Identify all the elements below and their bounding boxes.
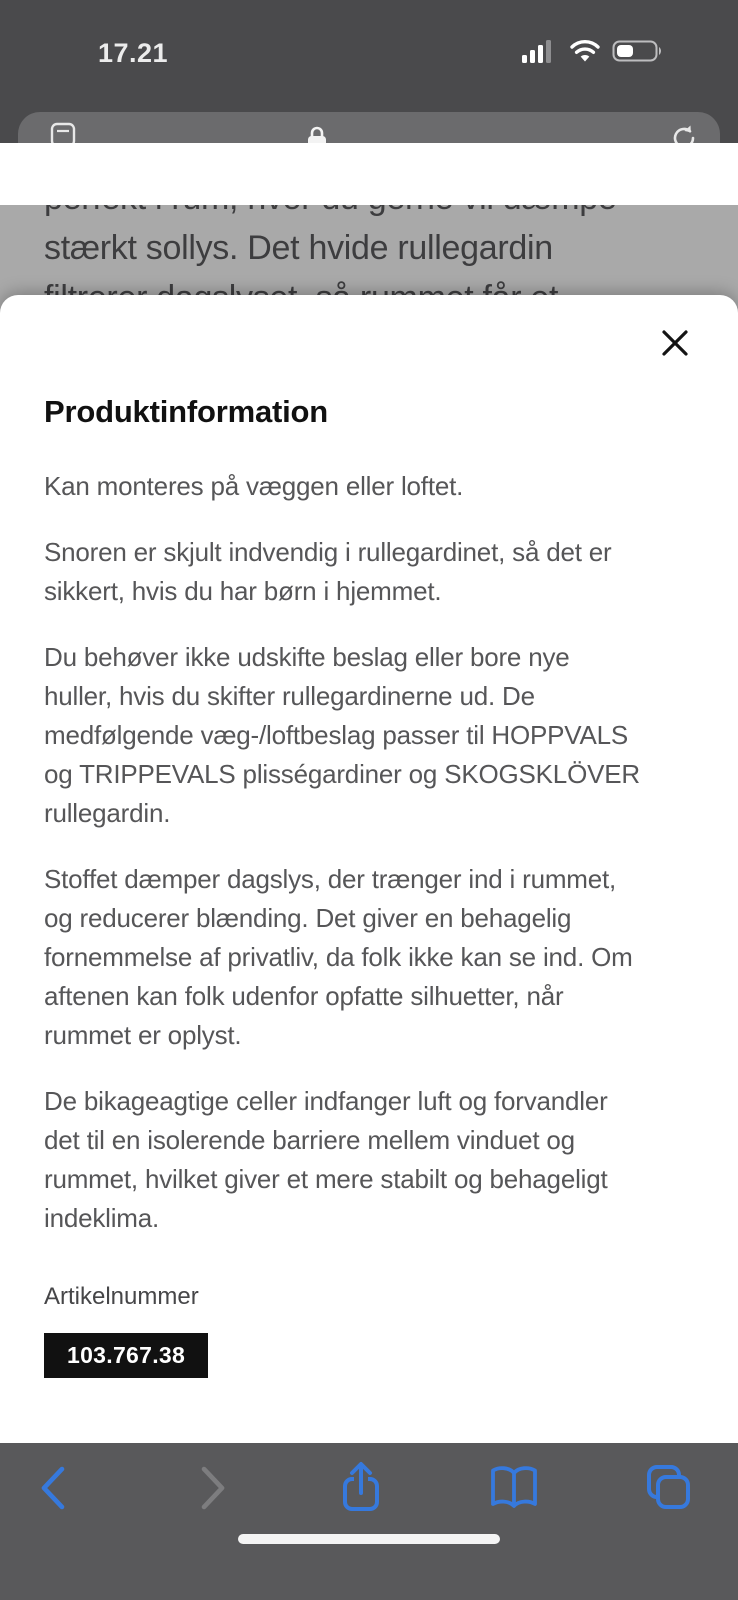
text-line: rullegardin. bbox=[44, 798, 171, 828]
text-line: De bikageagtige celler indfanger luft og forvandler bbox=[44, 1086, 608, 1116]
text-line: Stoffet dæmper dagslys, der trænger ind i rummet, bbox=[44, 864, 617, 894]
text-line: rummet, hvilket giver et mere stabilt og behageligt bbox=[44, 1164, 608, 1194]
product-information-sheet bbox=[0, 295, 738, 1443]
bookmarks-icon bbox=[483, 1457, 545, 1519]
forward-icon bbox=[180, 1457, 242, 1519]
text-line: Kan monteres på væggen eller loftet. bbox=[44, 471, 464, 501]
paragraph bbox=[44, 467, 704, 506]
share-button[interactable] bbox=[330, 1457, 392, 1519]
sheet-title: Produktinformation bbox=[44, 394, 328, 429]
status-bar-area bbox=[0, 0, 738, 143]
text-line: aftenen kan folk udenfor opfatte silhuetter, når bbox=[44, 981, 564, 1011]
sheet-body bbox=[44, 467, 704, 1265]
tabs-button[interactable] bbox=[635, 1457, 697, 1519]
dimmed-line-visible: stærkt sollys. Det hvide rullegardin bbox=[44, 229, 553, 267]
text-line: og reducerer blænding. Det giver en behagelig bbox=[44, 903, 572, 933]
cellular-signal-icon bbox=[522, 38, 558, 64]
bookmarks-button[interactable] bbox=[483, 1457, 545, 1519]
tabs-icon bbox=[635, 1457, 697, 1519]
text-line: fornemmelse af privatliv, da folk ikke kan se ind. Om bbox=[44, 942, 633, 972]
back-icon bbox=[24, 1457, 86, 1519]
page-header-band bbox=[0, 143, 738, 205]
text-line: huller, hvis du skifter rullegardinerne ud. De bbox=[44, 681, 535, 711]
text-line: det til en isolerende barriere mellem vinduet og bbox=[44, 1125, 575, 1155]
text-line: medfølgende væg-/loftbeslag passer til HOPPVALS bbox=[44, 720, 629, 750]
home-indicator[interactable] bbox=[238, 1534, 500, 1544]
forward-button[interactable] bbox=[180, 1457, 242, 1519]
text-line: indeklima. bbox=[44, 1203, 160, 1233]
text-line: Du behøver ikke udskifte beslag eller bore nye bbox=[44, 642, 570, 672]
battery-icon bbox=[612, 38, 664, 64]
text-line: og TRIPPEVALS plisségardiner og SKOGSKLÖVER bbox=[44, 759, 640, 789]
share-icon bbox=[330, 1457, 392, 1519]
wifi-icon bbox=[568, 38, 602, 64]
status-bar bbox=[0, 30, 738, 80]
dimmed-page-backdrop[interactable] bbox=[0, 205, 738, 296]
article-number-label: Artikelnummer bbox=[44, 1283, 199, 1310]
text-line: Snoren er skjult indvendig i rullegardinet, så det er bbox=[44, 537, 612, 567]
text-line: rummet er oplyst. bbox=[44, 1020, 242, 1050]
close-icon bbox=[658, 326, 692, 360]
close-button[interactable] bbox=[658, 326, 692, 360]
status-time: 17.21 bbox=[98, 38, 169, 68]
status-icons bbox=[522, 38, 664, 64]
text-line: sikkert, hvis du har børn i hjemmet. bbox=[44, 576, 442, 606]
article-number-badge: 103.767.38 bbox=[44, 1333, 208, 1378]
back-button[interactable] bbox=[24, 1457, 86, 1519]
safari-toolbar bbox=[0, 1443, 738, 1600]
